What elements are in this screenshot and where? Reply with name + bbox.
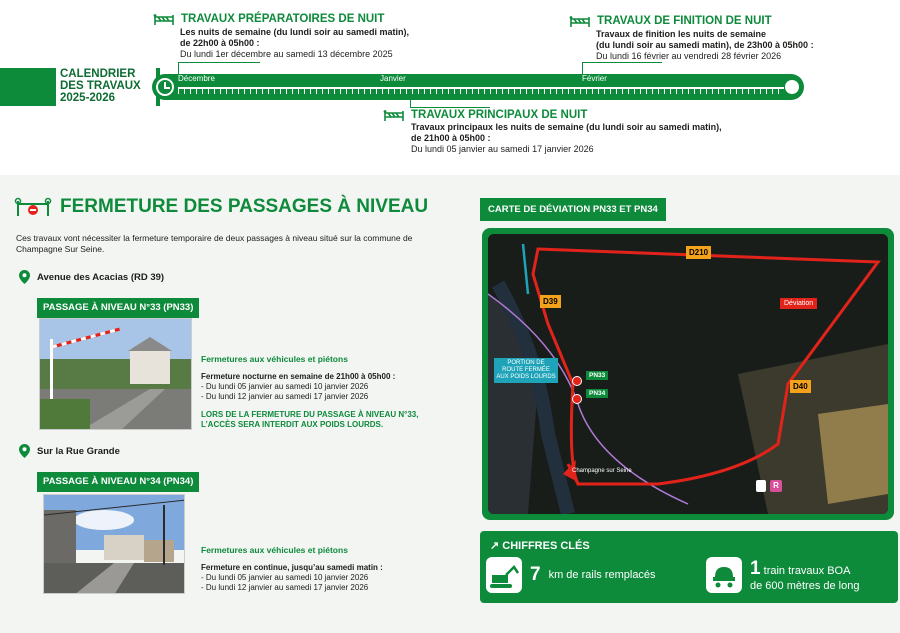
train-text-block: [750, 558, 859, 592]
timeline-bar: [152, 74, 804, 100]
closure-title-text: FERMETURE DES PASSAGES À NIVEAU: [60, 196, 429, 217]
timeline-end-marker: [785, 80, 799, 94]
main-phase-details: [411, 122, 722, 155]
closed-portion-line2: ROUTE FERMÉE: [502, 367, 550, 373]
pn34-date-1: - Du lundi 05 janvier au samedi 10 janvier 2026: [201, 573, 369, 582]
rails-figure: [486, 557, 656, 593]
main-line3: Du lundi 05 janvier au samedi 17 janvier 2026: [411, 144, 594, 154]
train-figure: [706, 557, 859, 593]
barrier-icon: [568, 16, 592, 27]
prep-connector: [178, 62, 260, 74]
closure-title: [14, 196, 428, 218]
pn33-warning: [201, 410, 418, 430]
road-d39-label: D39: [540, 295, 561, 308]
finish-connector: [582, 62, 662, 74]
finish-line1: Travaux de finition les nuits de semaine: [596, 29, 767, 39]
main-phase-title: [382, 109, 587, 121]
month-january: Janvier: [380, 74, 406, 83]
pn33-map-label: PN33: [586, 371, 608, 380]
pn33-info-title: Fermetures aux véhicules et piétons: [201, 354, 348, 364]
prep-line3: Du lundi 1er décembre au samedi 13 décembre 2025: [180, 49, 393, 59]
location-pin-icon: [19, 270, 30, 284]
pn33-location: [19, 270, 164, 284]
calendar-title-line3: 2025-2026: [60, 92, 115, 104]
main-connector: [410, 100, 490, 108]
closed-portion-line3: AUX POIDS LOURDS: [496, 374, 556, 380]
main-line2: de 21h00 à 05h00 :: [411, 133, 491, 143]
finish-phase-title: [568, 15, 772, 27]
road-d210-label: D210: [686, 246, 711, 259]
timeline-ticks: [178, 87, 784, 94]
calendar-title-line2: DES TRAVAUX: [60, 80, 141, 92]
prep-phase-details: [180, 27, 409, 60]
pn33-info: [201, 354, 418, 430]
no-entry-icon: [572, 376, 582, 386]
closed-portion-label: [494, 358, 558, 383]
train-text1: train travaux BOA: [763, 565, 851, 577]
prep-phase-title: [152, 13, 384, 25]
station-badge: R: [770, 480, 782, 492]
finish-title-text: TRAVAUX DE FINITION DE NUIT: [597, 15, 772, 27]
town-label: Champagne sur Seine: [572, 468, 632, 474]
pn34-info-title: Fermetures aux véhicules et piétons: [201, 545, 348, 555]
month-december: Décembre: [178, 74, 215, 83]
key-figures: [480, 531, 898, 603]
pn34-location-text: Sur la Rue Grande: [37, 445, 120, 457]
timeline-section: [0, 0, 900, 175]
location-pin-icon: [19, 444, 30, 458]
month-february: Février: [582, 74, 607, 83]
pn34-date-2: - Du lundi 12 janvier au samedi 17 janvier 2026: [201, 583, 369, 592]
road-d40-label: D40: [790, 380, 811, 393]
pn34-map-label: PN34: [586, 389, 608, 398]
map-frame: [482, 228, 894, 520]
prep-title-text: TRAVAUX PRÉPARATOIRES DE NUIT: [181, 13, 385, 25]
key-figures-title-text: CHIFFRES CLÉS: [502, 540, 590, 552]
finish-line2: (du lundi soir au samedi matin), de 23h00 à 05h00 :: [596, 40, 814, 50]
calendar-title: [56, 66, 156, 106]
closed-portion-line1: PORTION DE: [507, 360, 545, 366]
prep-line1: Les nuits de semaine (du lundi soir au samedi matin),: [180, 27, 410, 37]
rails-text: km de rails remplacés: [548, 569, 656, 581]
pn33-date-1: - Du lundi 05 janvier au samedi 10 janvier 2026: [201, 382, 369, 391]
calendar-title-line1: CALENDRIER: [60, 68, 136, 80]
pn33-warning-line1: LORS DE LA FERMETURE DU PASSAGE À NIVEAU N°33,: [201, 410, 419, 419]
key-figures-title: [490, 539, 590, 552]
rails-number: 7: [530, 564, 541, 585]
pn34-photo: [43, 494, 185, 594]
pn34-location: [19, 444, 120, 458]
pn33-location-text: Avenue des Acacias (RD 39): [37, 271, 165, 283]
train-station-icon: [756, 480, 766, 492]
main-title-text: TRAVAUX PRINCIPAUX DE NUIT: [411, 109, 588, 121]
pn33-schedule-title: Fermeture nocturne en semaine de 21h00 à 05h00 :: [201, 372, 396, 381]
clock-icon: [156, 78, 174, 96]
prep-line2: de 22h00 à 05h00 :: [180, 38, 260, 48]
finish-line3: Du lundi 16 février au vendredi 28 février 2026: [596, 51, 782, 61]
excavator-icon: [486, 557, 522, 593]
map-title: CARTE DE DÉVIATION PN33 ET PN34: [480, 198, 666, 221]
pn33-date-2: - Du lundi 12 janvier au samedi 17 janvier 2026: [201, 392, 369, 401]
pn33-photo: [39, 318, 192, 430]
work-train-icon: [706, 557, 742, 593]
pn34-schedule-title: Fermeture en continue, jusqu’au samedi matin :: [201, 563, 383, 572]
pn34-header: PASSAGE À NIVEAU N°34 (PN34): [37, 472, 199, 492]
deviation-map[interactable]: [488, 234, 888, 514]
no-entry-icon: [572, 394, 582, 404]
closure-intro: Ces travaux vont nécessiter la fermeture temporaire de deux passages à niveau situé sur la commune de Champagne Sur Seine.: [16, 233, 413, 254]
train-text2: de 600 mètres de long: [750, 580, 860, 592]
pn34-info: [201, 545, 383, 593]
main-line1: Travaux principaux les nuits de semaine (du lundi soir au samedi matin),: [411, 122, 722, 132]
deviation-label: Déviation: [780, 298, 817, 309]
pn33-header: PASSAGE À NIVEAU N°33 (PN33): [37, 298, 199, 318]
train-number: 1: [750, 558, 761, 579]
barrier-icon: [152, 14, 176, 25]
barrier-icon: [382, 110, 406, 121]
finish-phase-details: [596, 29, 814, 62]
arrow-up-right-icon: ↗: [490, 540, 500, 552]
level-crossing-icon: [14, 197, 52, 217]
pn33-warning-line2: L’ACCÈS SERA INTERDIT AUX POIDS LOURDS.: [201, 420, 384, 429]
